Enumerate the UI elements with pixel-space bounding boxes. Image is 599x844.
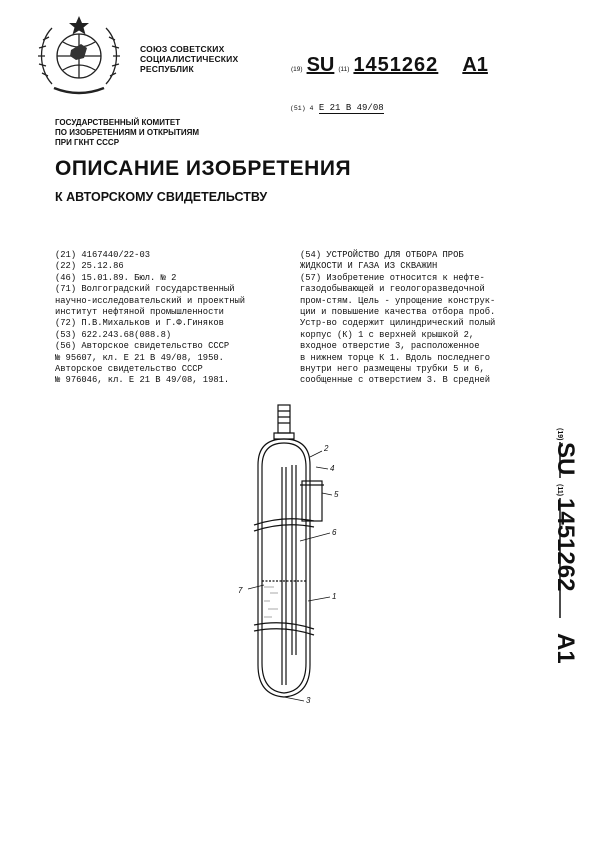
- abstract-line: в нижнем торце К 1. Вдоль последнего: [300, 352, 491, 363]
- country-name: [140, 44, 238, 74]
- biblio-line: научно-исследовательский и проектный: [55, 295, 246, 306]
- biblio-line: институт нефтяной промышленности: [55, 307, 224, 318]
- side-publication-code: [518, 428, 579, 678]
- side-country-code: SU: [552, 442, 579, 476]
- country-line: РЕСПУБЛИК: [140, 64, 194, 74]
- abstract-line: корпус (К) 1 с верхней крышкой 2,: [300, 329, 475, 340]
- label-4: 4: [330, 464, 335, 473]
- side-kind-code: A1: [552, 633, 579, 664]
- inlet-nozzle: [278, 405, 290, 433]
- abstract-line: внутри него размещены трубки 5 и 6,: [300, 364, 485, 375]
- country-line: СОЦИАЛИСТИЧЕСКИХ: [140, 54, 239, 64]
- biblio-line: Авторское свидетельство СССР: [55, 364, 203, 375]
- label-3: 3: [306, 696, 311, 705]
- document-title: ОПИСАНИЕ ИЗОБРЕТЕНИЯ: [55, 157, 352, 180]
- committee-line: ПО ИЗОБРЕТЕНИЯМ И ОТКРЫТИЯМ: [55, 128, 200, 137]
- state-emblem-icon: [34, 14, 124, 96]
- biblio-line: (22) 25.12.86: [55, 261, 124, 272]
- label-1: 1: [332, 592, 337, 601]
- inid-11: (11): [338, 66, 350, 73]
- abstract: [300, 250, 530, 387]
- label-6: 6: [332, 528, 337, 537]
- abstract-line: сообщенные с отверстием 3. В средней: [300, 375, 491, 386]
- abstract-line: (57) Изобретение относится к нефте-: [300, 272, 485, 283]
- biblio-line: (72) П.В.Михальков и Г.Ф.Гиняков: [55, 318, 224, 329]
- committee-name: [55, 118, 199, 148]
- abstract-line: газодобывающей и геологоразведочной: [300, 284, 485, 295]
- side-inid-11: (11): [556, 484, 563, 497]
- body-shell: [258, 439, 310, 697]
- country-code: SU: [306, 54, 335, 76]
- kind-code: A1: [462, 54, 488, 76]
- biblio-line: № 976046, кл. Е 21 В 49/08, 1981.: [55, 375, 230, 386]
- ipc-classification: [290, 103, 384, 113]
- biblio-line: № 95607, кл. Е 21 В 49/08, 1950.: [55, 352, 224, 363]
- abstract-line: пром-стям. Цель - упрощение конструк-: [300, 295, 496, 306]
- biblio-line: (71) Волгоградский государственный: [55, 284, 235, 295]
- committee-line: ПРИ ГКНТ СССР: [55, 138, 120, 147]
- inid-51: (51) 4: [290, 105, 314, 112]
- publication-number: [291, 54, 488, 84]
- label-7: 7: [238, 586, 243, 595]
- country-line: СОЮЗ СОВЕТСКИХ: [140, 44, 225, 54]
- abstract-line: входное отверстие 3, расположенное: [300, 341, 480, 352]
- abstract-line: (54) УСТРОЙСТВО ДЛЯ ОТБОРА ПРОБ: [300, 250, 464, 260]
- abstract-line: ции и повышение качества отбора проб.: [300, 307, 496, 318]
- document-subtitle: К АВТОРСКОМУ СВИДЕТЕЛЬСТВУ: [55, 190, 268, 204]
- biblio-line: (46) 15.01.89. Бюл. № 2: [55, 272, 177, 283]
- upper-chamber: [302, 481, 322, 521]
- ipc-code: Е 21 В 49/08: [318, 103, 384, 113]
- committee-line: ГОСУДАРСТВЕННЫЙ КОМИТЕТ: [55, 118, 181, 127]
- label-5: 5: [334, 490, 339, 499]
- side-inid-19: (19): [556, 428, 563, 441]
- bibliographic-data: [55, 250, 290, 387]
- side-patent-number: 1451262: [552, 498, 579, 592]
- abstract-line: ЖИДКОСТИ И ГАЗА ИЗ СКВАЖИН: [300, 261, 438, 272]
- label-2: 2: [324, 444, 329, 453]
- biblio-line: (53) 622.243.68(088.8): [55, 329, 172, 340]
- biblio-line: (56) Авторское свидетельство СССР: [55, 341, 230, 352]
- device-drawing: [230, 405, 360, 705]
- abstract-line: Устр-во содержит цилиндрический полый: [300, 318, 496, 329]
- patent-number: 1451262: [353, 54, 439, 76]
- inid-19: (19): [291, 66, 303, 73]
- biblio-line: (21) 4167440/22-03: [55, 250, 151, 260]
